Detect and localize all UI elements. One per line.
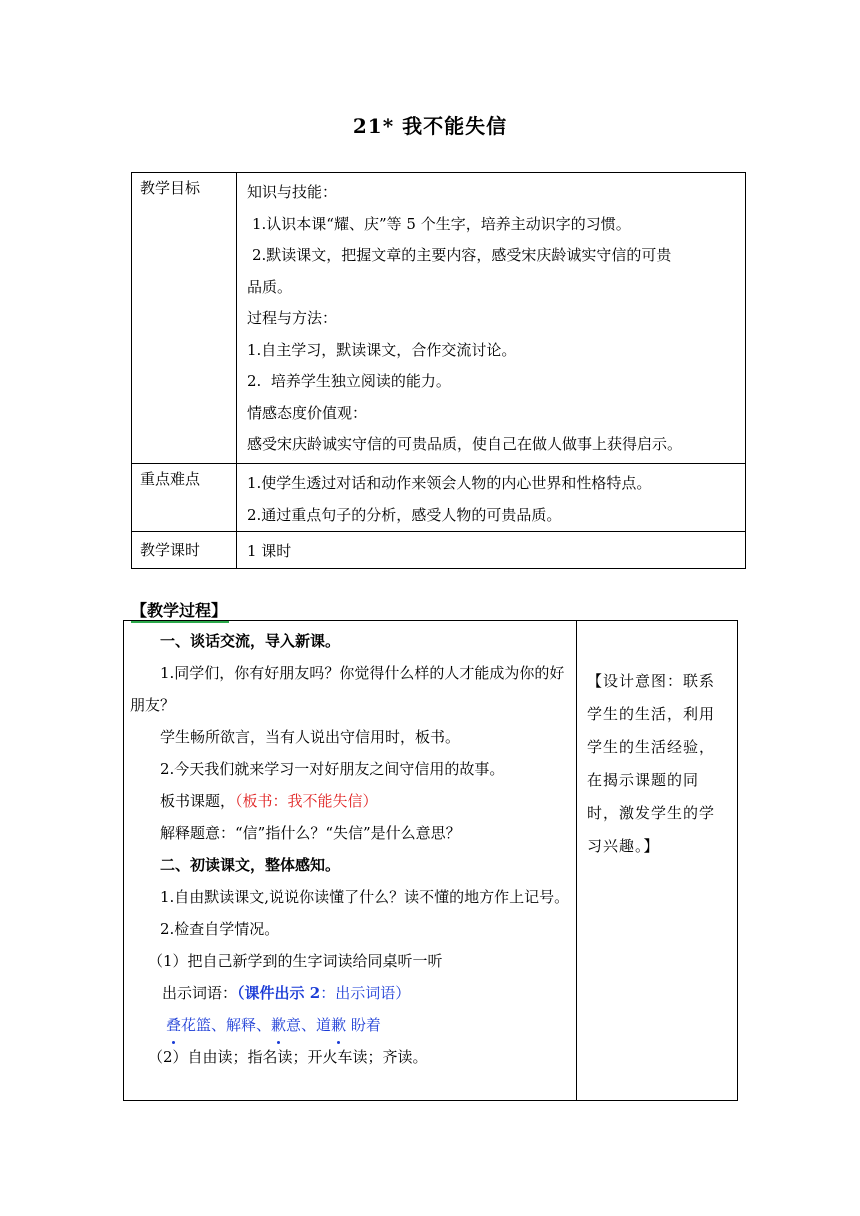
vocab-char: 歉 bbox=[331, 1009, 346, 1041]
courseware-note-rest: ：出示词语） bbox=[320, 984, 411, 1002]
paragraph: 2.今天我们就来学习一对好朋友之间守信用的故事。 bbox=[160, 760, 505, 778]
row-label: 教学目标 bbox=[132, 173, 237, 464]
vocab-char: 歉 bbox=[271, 1009, 286, 1041]
text-line: 品质。 bbox=[247, 277, 293, 296]
text-line: 2.默读课文，把握文章的主要内容，感受宋庆龄诚实守信的可贵 bbox=[252, 246, 672, 264]
objectives-table bbox=[131, 172, 746, 569]
design-intent-note: 【设计意图：联系学生的生活，利用学生的生活经验，在揭示课题的同时，激发学生的学习兴趣。】 bbox=[577, 621, 738, 1101]
text-line: 1 课时 bbox=[247, 542, 292, 560]
row-label: 教学课时 bbox=[132, 532, 237, 569]
section-title: 二、初读课文，整体感知。 bbox=[160, 856, 341, 874]
paragraph-text: 出示词语： bbox=[162, 984, 238, 1002]
board-writing-note: （板书：我不能失信） bbox=[235, 792, 378, 810]
table-row bbox=[132, 464, 746, 532]
text-line: 2.通过重点句子的分析，感受人物的可贵品质。 bbox=[247, 505, 562, 524]
paragraph bbox=[130, 785, 570, 817]
text-line: 过程与方法： bbox=[247, 309, 338, 327]
paragraph: （2）自由读；指名读；开火车读；齐读。 bbox=[148, 1048, 428, 1066]
text-line: 知识与技能： bbox=[247, 183, 338, 201]
paragraph-text: 板书课题， bbox=[160, 792, 236, 810]
page-title: 21* 我不能失信 bbox=[352, 114, 508, 138]
table-row bbox=[132, 532, 746, 569]
vocabulary-list bbox=[130, 1009, 570, 1041]
paragraph bbox=[130, 977, 570, 1009]
row-content bbox=[237, 532, 746, 569]
vocab-text: 盼着 bbox=[346, 1016, 381, 1034]
process-main-cell bbox=[124, 621, 577, 1101]
text-line: 情感态度价值观： bbox=[247, 403, 368, 422]
section-title: 一、谈话交流，导入新课。 bbox=[160, 632, 341, 650]
paragraph: 解释题意：“信”指什么？“失信”是什么意思？ bbox=[160, 824, 461, 842]
table-row bbox=[124, 621, 738, 1101]
paragraph: 学生畅所欲言，当有人说出守信用时，板书。 bbox=[160, 728, 461, 746]
vocab-text: 意、道 bbox=[286, 1016, 332, 1034]
vocab-char: 叠 bbox=[166, 1009, 181, 1041]
row-content bbox=[237, 464, 746, 532]
section-heading-text: 【教学过程】 bbox=[131, 601, 228, 620]
courseware-note: （课件出示 2 bbox=[237, 984, 321, 1002]
table-row bbox=[132, 173, 746, 464]
vocab-text: 花篮、解释、 bbox=[181, 1016, 272, 1034]
text-line: 2. 培养学生独立阅读的能力。 bbox=[247, 372, 451, 390]
text-line: 感受宋庆龄诚实守信的可贵品质，使自己在做人做事上获得启示。 bbox=[247, 435, 683, 453]
process-table bbox=[123, 620, 738, 1101]
row-label: 重点难点 bbox=[132, 464, 237, 532]
text-line: 1.使学生透过对话和动作来领会人物的内心世界和性格特点。 bbox=[247, 474, 652, 492]
paragraph: （1）把自己新学到的生字词读给同桌听一听 bbox=[148, 952, 443, 970]
text-line: 1.自主学习，默读课文，合作交流讨论。 bbox=[247, 340, 517, 359]
paragraph: 1.同学们，你有好朋友吗？你觉得什么样的人才能成为你的好朋友？ bbox=[130, 664, 565, 714]
text-line: 1.认识本课“耀、庆”等 5 个生字，培养主动识字的习惯。 bbox=[252, 214, 631, 233]
section-heading bbox=[131, 598, 227, 621]
row-content bbox=[237, 173, 746, 464]
paragraph: 2.检查自学情况。 bbox=[160, 920, 280, 938]
paragraph: 1.自由默读课文,说说你读懂了什么？读不懂的地方作上记号。 bbox=[160, 888, 570, 906]
